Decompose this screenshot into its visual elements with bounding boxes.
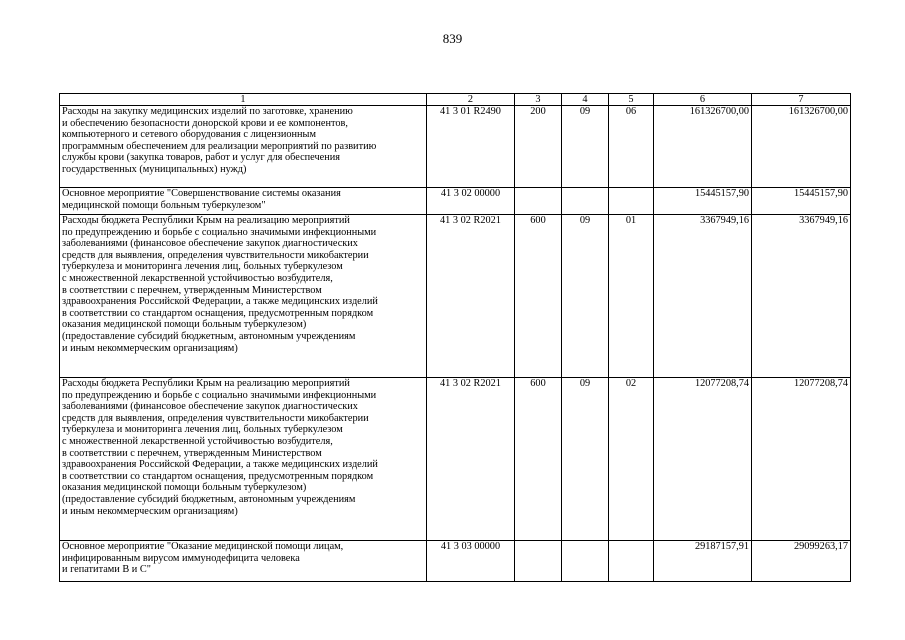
row-subsection: 02 <box>609 378 654 541</box>
row-description: Основное мероприятие "Оказание медицинской помощи лицам, инфицированным вирусом иммунодефицита человека и гепатитами В и С" <box>60 541 427 582</box>
column-header-2: 2 <box>427 94 515 106</box>
column-header-6: 6 <box>654 94 752 106</box>
column-header-3: 3 <box>515 94 562 106</box>
column-header-7: 7 <box>752 94 851 106</box>
row-expense-type: 600 <box>515 215 562 378</box>
row-amount-col6: 15445157,90 <box>654 188 752 215</box>
row-target-code: 41 3 01 R2490 <box>427 106 515 188</box>
row-amount-col7: 3367949,16 <box>752 215 851 378</box>
table-row <box>60 188 851 215</box>
row-subsection <box>609 188 654 215</box>
row-target-code: 41 3 03 00000 <box>427 541 515 582</box>
row-amount-col6: 29187157,91 <box>654 541 752 582</box>
row-expense-type <box>515 541 562 582</box>
row-amount-col7: 161326700,00 <box>752 106 851 188</box>
row-section: 09 <box>562 106 609 188</box>
row-amount-col6: 12077208,74 <box>654 378 752 541</box>
row-subsection: 06 <box>609 106 654 188</box>
row-amount-col6: 3367949,16 <box>654 215 752 378</box>
row-description: Расходы бюджета Республики Крым на реализацию мероприятий по предупреждению и борьбе с социально значимыми инфекционными заболеваниями (финансовое обеспечение закупок диагностических средств для выявления, определения чувствительности микобактерии туберкулеза и мониторинга лечения лиц, больных туберкулезом с множественной лекарственной устойчивостью возбудителя, в соответствии с перечнем, утвержденным Министерством здравоохранения Российской Федерации, а также медицинских изделий в соответствии со стандартом оснащения, предусмотренным порядком оказания медицинской помощи больным туберкулезом) (предоставление субсидий бюджетным, автономным учреждениям и иным некоммерческим организациям) <box>60 215 427 378</box>
row-section: 09 <box>562 215 609 378</box>
row-subsection <box>609 541 654 582</box>
row-amount-col7: 15445157,90 <box>752 188 851 215</box>
table-row <box>60 378 851 541</box>
row-section <box>562 188 609 215</box>
table-row <box>60 541 851 582</box>
row-target-code: 41 3 02 00000 <box>427 188 515 215</box>
page-number: 839 <box>442 31 463 46</box>
table-row <box>60 215 851 378</box>
table-header-row <box>60 94 851 106</box>
row-target-code: 41 3 02 R2021 <box>427 378 515 541</box>
row-description: Основное мероприятие "Совершенствование системы оказания медицинской помощи больным туберкулезом" <box>60 188 427 215</box>
row-amount-col7: 12077208,74 <box>752 378 851 541</box>
budget-table <box>59 93 851 582</box>
row-description: Расходы бюджета Республики Крым на реализацию мероприятий по предупреждению и борьбе с социально значимыми инфекционными заболеваниями (финансовое обеспечение закупок диагностических средств для выявления, определения чувствительности микобактерии туберкулеза и мониторинга лечения лиц, больных туберкулезом с множественной лекарственной устойчивостью возбудителя, в соответствии с перечнем, утвержденным Министерством здравоохранения Российской Федерации, а также медицинских изделий в соответствии со стандартом оснащения, предусмотренным порядком оказания медицинской помощи больным туберкулезом) (предоставление субсидий бюджетным, автономным учреждениям и иным некоммерческим организациям) <box>60 378 427 541</box>
table-row <box>60 106 851 188</box>
row-expense-type <box>515 188 562 215</box>
row-amount-col7: 29099263,17 <box>752 541 851 582</box>
column-header-1: 1 <box>60 94 427 106</box>
column-header-4: 4 <box>562 94 609 106</box>
row-description: Расходы на закупку медицинских изделий по заготовке, хранению и обеспечению безопасности донорской крови и ее компонентов, компьютерного и сетевого оборудования с лицензионным программным обеспечением для реализации мероприятий по развитию службы крови (закупка товаров, работ и услуг для обеспечения государственных (муниципальных) нужд) <box>60 106 427 188</box>
column-header-5: 5 <box>609 94 654 106</box>
row-expense-type: 600 <box>515 378 562 541</box>
row-subsection: 01 <box>609 215 654 378</box>
row-section <box>562 541 609 582</box>
row-target-code: 41 3 02 R2021 <box>427 215 515 378</box>
row-section: 09 <box>562 378 609 541</box>
row-expense-type: 200 <box>515 106 562 188</box>
row-amount-col6: 161326700,00 <box>654 106 752 188</box>
